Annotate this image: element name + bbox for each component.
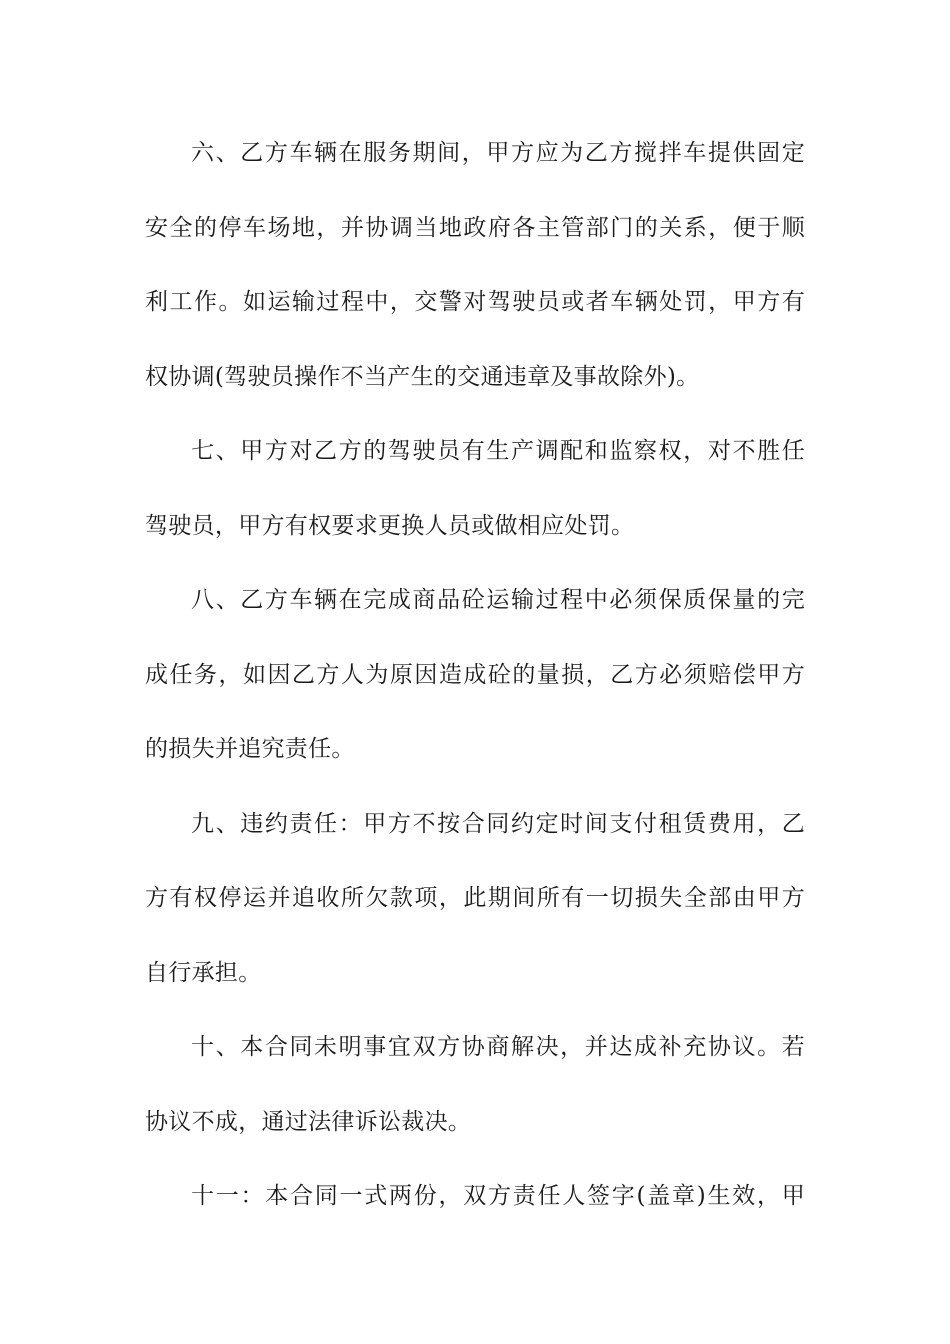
document-body	[145, 116, 805, 1234]
text-line: 的损失并追究责任。	[145, 736, 355, 762]
text-line: 九、违约责任：甲方不按合同约定时间支付租赁费用，乙	[191, 810, 805, 837]
text-line: 协议不成，通过法律诉讼裁决。	[145, 1108, 472, 1135]
paragraph-10	[145, 1010, 805, 1159]
text-line: 利工作。如运输过程中，交警对驾驶员或者车辆处罚，甲方有	[145, 289, 805, 315]
text-line: 七、甲方对乙方的驾驶员有生产调配和监察权，对不胜任	[191, 438, 805, 464]
paragraph-9	[145, 787, 805, 1011]
text-line: 成任务，如因乙方人为原因造成砼的量损，乙方必须赔偿甲方	[145, 661, 805, 688]
paragraph-11	[145, 1159, 805, 1234]
text-line: 十、本合同未明事宜双方协商解决，并达成补充协议。若	[191, 1034, 805, 1060]
text-line: 安全的停车场地，并协调当地政府各主管部门的关系，便于顺	[145, 214, 805, 241]
paragraph-8	[145, 563, 805, 787]
text-line: 方有权停运并追收所欠款项，此期间所有一切损失全部由甲方	[145, 885, 805, 911]
text-line: 权协调(驾驶员操作不当产生的交通违章及事故除外)。	[145, 363, 700, 390]
text-line: 八、乙方车辆在完成商品砼运输过程中必须保质保量的完	[191, 587, 805, 613]
text-line: 自行承担。	[145, 959, 262, 986]
paragraph-6	[145, 116, 805, 414]
text-line: 十一：本合同一式两份，双方责任人签字(盖章)生效，甲	[191, 1183, 805, 1209]
text-line: 六、乙方车辆在服务期间，甲方应为乙方搅拌车提供固定	[191, 140, 805, 166]
paragraph-7	[145, 414, 805, 563]
text-line: 驾驶员，甲方有权要求更换人员或做相应处罚。	[145, 512, 635, 539]
